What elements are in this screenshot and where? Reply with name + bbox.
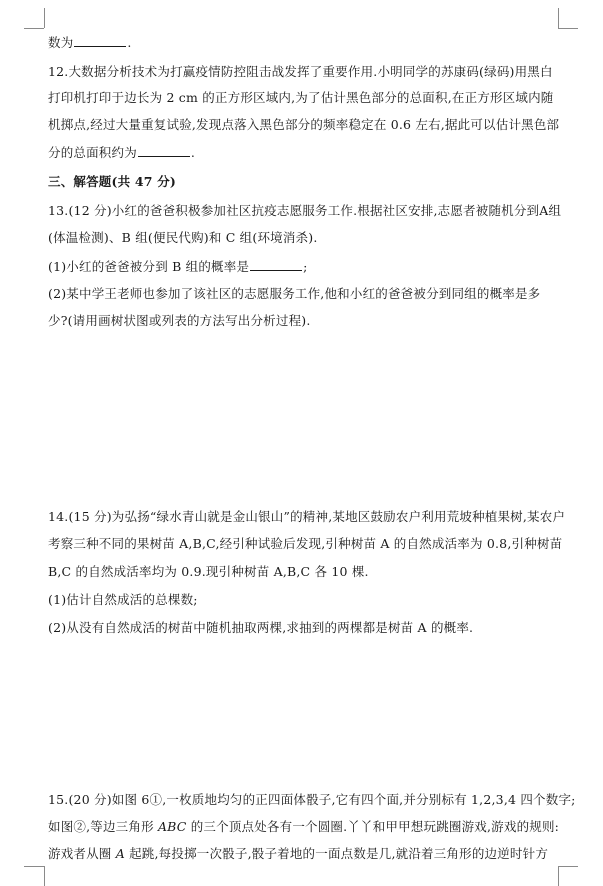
question-13-line-2: (体温检测)、B 组(便民代购)和 C 组(环境消杀). [48, 230, 318, 245]
question-14-part-2: (2)从没有自然成活的树苗中随机抽取两棵,求抽到的两棵都是树苗 A 的概率. [48, 620, 474, 635]
text-line [48, 34, 558, 51]
text-segment: 如图②,等边三角形 [48, 819, 158, 834]
question-14-line-3: B,C 的自然成活率均为 0.9.现引种树苗 A,B,C 各 10 棵. [48, 564, 369, 579]
question-15-line-2 [48, 819, 558, 835]
question-12-line-3: 机掷点,经过大量重复试验,发现点落入黑色部分的频率稳定在 0.6 左右,据此可以估计黑色部 [48, 117, 560, 132]
question-13-part-2-line-2: 少?(请用画树状图或列表的方法写出分析过程). [48, 313, 311, 328]
text-segment: 数为 [48, 35, 74, 50]
text-segment: ; [303, 259, 308, 274]
question-12-line-4 [48, 144, 558, 161]
answer-blank [74, 34, 126, 47]
crop-mark-bottom-left-h [24, 866, 44, 867]
question-14-part-1: (1)估计自然成活的总棵数; [48, 592, 198, 607]
question-12-line-1: 12.大数据分析技术为打赢疫情防控阻击战发挥了重要作用.小明同学的苏康码(绿码)用黑白 [48, 64, 553, 79]
answer-blank [250, 258, 302, 271]
question-15-line-3 [48, 846, 558, 862]
crop-mark-bottom-left-v [44, 866, 45, 886]
question-14-line-1: 14.(15 分)为弘扬“绿水青山就是金山银山”的精神,某地区鼓励农户利用荒坡种植果树,某农户 [48, 509, 566, 524]
text-segment: . [127, 35, 132, 50]
text-segment: (1)小红的爸爸被分到 B 组的概率是 [48, 259, 250, 274]
text-segment: 游戏者从圈 [48, 846, 116, 861]
question-15-line-1: 15.(20 分)如图 6①,一枚质地均匀的正四面体骰子,它有四个面,并分别标有 1,2,3,4 四个数字; [48, 792, 576, 807]
question-13-line-1: 13.(12 分)小红的爸爸积极参加社区抗疫志愿服务工作.根据社区安排,志愿者被随机分到A组 [48, 203, 562, 218]
section-heading: 三、解答题(共 47 分) [48, 174, 177, 189]
text-segment: . [190, 145, 196, 160]
text-segment: 的三个顶点处各有一个圆圈.丫丫和甲甲想玩跳圈游戏,游戏的规则: [186, 819, 560, 834]
crop-mark-bottom-right-v [558, 866, 559, 886]
text-segment: 起跳,每投掷一次骰子,骰子着地的一面点数是几,就沿着三角形的边逆时针方 [124, 846, 549, 861]
crop-mark-top-right-h [558, 28, 578, 29]
crop-mark-top-left-v [44, 8, 45, 28]
question-13-part-2-line-1: (2)某中学王老师也参加了该社区的志愿服务工作,他和小红的爸爸被分到同组的概率是多 [48, 286, 541, 301]
math-variable: ABC [157, 819, 187, 834]
text-segment: 分的总面积约为 [48, 145, 137, 160]
question-13-part-1 [48, 258, 558, 275]
question-14-line-2: 考察三种不同的果树苗 A,B,C,经引种试验后发现,引种树苗 A 的自然成活率为 0.8,引种树苗 [48, 536, 563, 551]
question-12-line-2: 打印机打印于边长为 2 cm 的正方形区域内,为了估计黑色部分的总面积,在正方形区域内随 [48, 90, 554, 105]
math-variable: A [115, 846, 125, 861]
answer-blank [138, 144, 190, 157]
crop-mark-bottom-right-h [558, 866, 578, 867]
crop-mark-top-right-v [558, 8, 559, 28]
crop-mark-top-left-h [24, 28, 44, 29]
